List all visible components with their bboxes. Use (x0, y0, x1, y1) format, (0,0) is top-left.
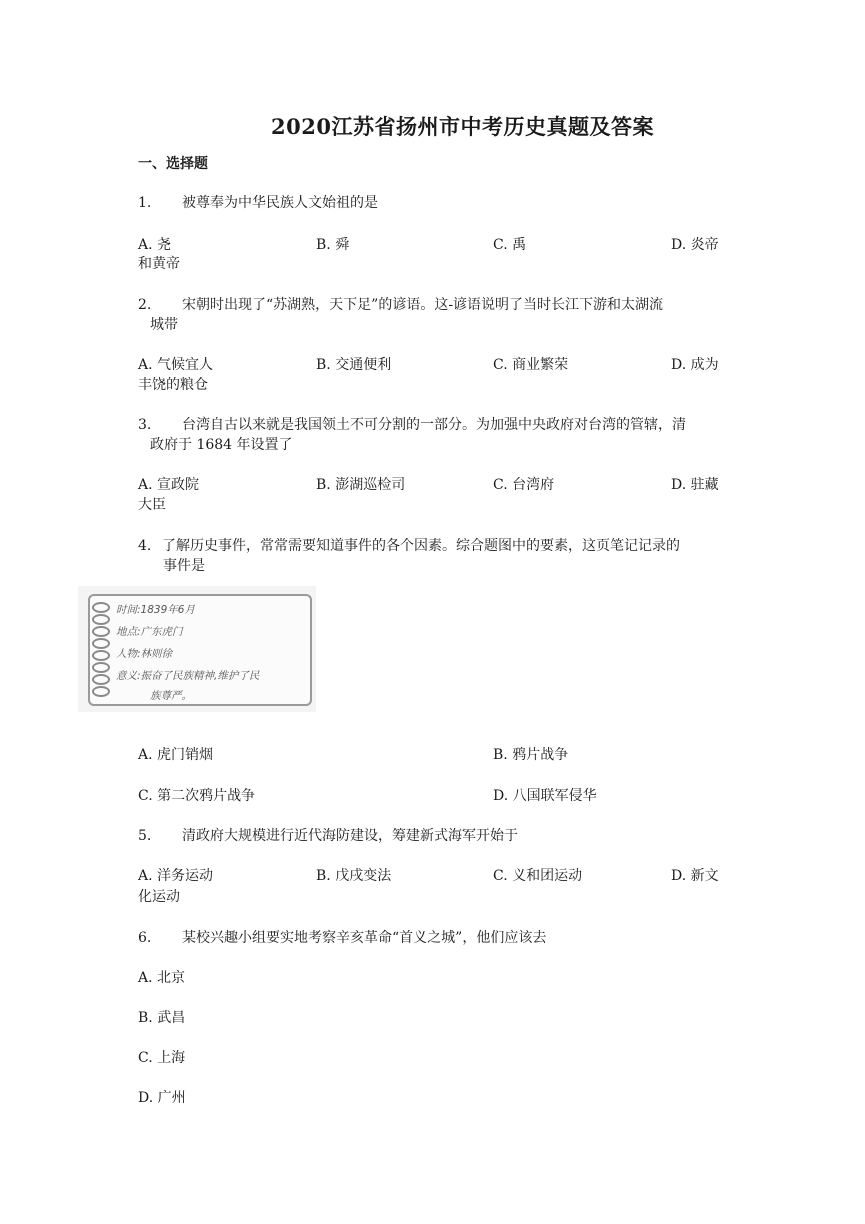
question-text: 某校兴趣小组要实地考察辛亥革命“首义之城”，他们应该去 (182, 930, 547, 946)
option-c: C. 商业繁荣 (493, 357, 569, 373)
option-b: B. 舜 (316, 237, 350, 253)
question-3-stem-continued: 政府于 1684 年设置了 (150, 437, 293, 453)
option-b: B. 鸦片战争 (493, 747, 569, 763)
option-d: D. 驻藏 (671, 477, 719, 493)
question-text: 台湾自古以来就是我国领土不可分割的一部分。为加强中央政府对台湾的管辖，清 (182, 417, 686, 433)
note-significance-continued: 族尊严。 (150, 690, 192, 702)
option-d-continued: 化运动 (138, 889, 180, 905)
option-d: D. 炎帝 (671, 237, 719, 253)
option-a: A. 尧 (138, 237, 172, 253)
notebook-image (78, 586, 316, 712)
question-text: 被尊奉为中华民族人文始祖的是 (182, 195, 378, 211)
option-a: A. 虎门销烟 (138, 747, 214, 763)
question-2-stem-continued: 城带 (150, 317, 178, 333)
option-b: B. 澎湖巡检司 (316, 477, 406, 493)
option-d-continued: 丰饶的粮仓 (138, 377, 208, 393)
option-d: D. 八国联军侵华 (493, 788, 597, 804)
option-d: D. 成为 (671, 357, 719, 373)
question-text: 清政府大规模进行近代海防建设，筹建新式海军开始于 (182, 828, 518, 844)
option-b: B. 武昌 (138, 1010, 186, 1026)
spiral-ring (92, 614, 110, 625)
question-number: 1. (138, 195, 152, 211)
question-6-stem (138, 927, 546, 947)
question-1-stem (138, 192, 378, 212)
option-c: C. 义和团运动 (493, 868, 583, 884)
option-a: A. 北京 (138, 970, 186, 986)
question-number: 5. (138, 828, 152, 844)
option-c: C. 第二次鸦片战争 (138, 788, 256, 804)
spiral-ring (92, 626, 110, 637)
spiral-ring (92, 638, 110, 649)
question-text: 宋朝时出现了“苏湖熟，天下足”的谚语。这-谚语说明了当时长江下游和太湖流 (182, 297, 664, 313)
notebook-page (88, 594, 312, 706)
question-number: 4. (138, 538, 152, 554)
option-b: B. 交通便利 (316, 357, 392, 373)
option-d: D. 广州 (138, 1090, 186, 1106)
spiral-ring (92, 686, 110, 697)
note-significance: 意义:振奋了民族精神,维护了民 (116, 670, 260, 682)
option-c: C. 上海 (138, 1050, 186, 1066)
note-place: 地点:广东虎门 (116, 626, 183, 638)
question-4-stem (138, 535, 680, 555)
option-d: D. 新文 (671, 868, 719, 884)
spiral-ring (92, 650, 110, 661)
spiral-ring (92, 674, 110, 685)
option-c: C. 台湾府 (493, 477, 555, 493)
option-b: B. 戊戌变法 (316, 868, 392, 884)
question-number: 6. (138, 930, 152, 946)
spiral-ring (92, 602, 110, 613)
option-a: A. 气候宜人 (138, 357, 214, 373)
question-2-stem (138, 294, 663, 314)
section-heading: 一、选择题 (138, 156, 208, 172)
option-d-continued: 大臣 (138, 497, 166, 513)
option-a: A. 洋务运动 (138, 868, 214, 884)
note-time: 时间:1839年6月 (116, 604, 195, 616)
question-number: 3. (138, 417, 152, 433)
question-5-stem (138, 825, 518, 845)
question-3-stem (138, 414, 686, 434)
option-c: C. 禹 (493, 237, 527, 253)
question-number: 2. (138, 297, 152, 313)
option-a: A. 宣政院 (138, 477, 200, 493)
spiral-ring (92, 662, 110, 673)
option-d-continued: 和黄帝 (138, 256, 180, 272)
page-title: 2020江苏省扬州市中考历史真题及答案 (271, 114, 654, 139)
question-text: 了解历史事件，常常需要知道事件的各个因素。综合题图中的要素，这页笔记记录的 (162, 538, 680, 554)
question-4-stem-continued: 事件是 (163, 558, 205, 574)
note-person: 人物:林则徐 (116, 648, 173, 660)
